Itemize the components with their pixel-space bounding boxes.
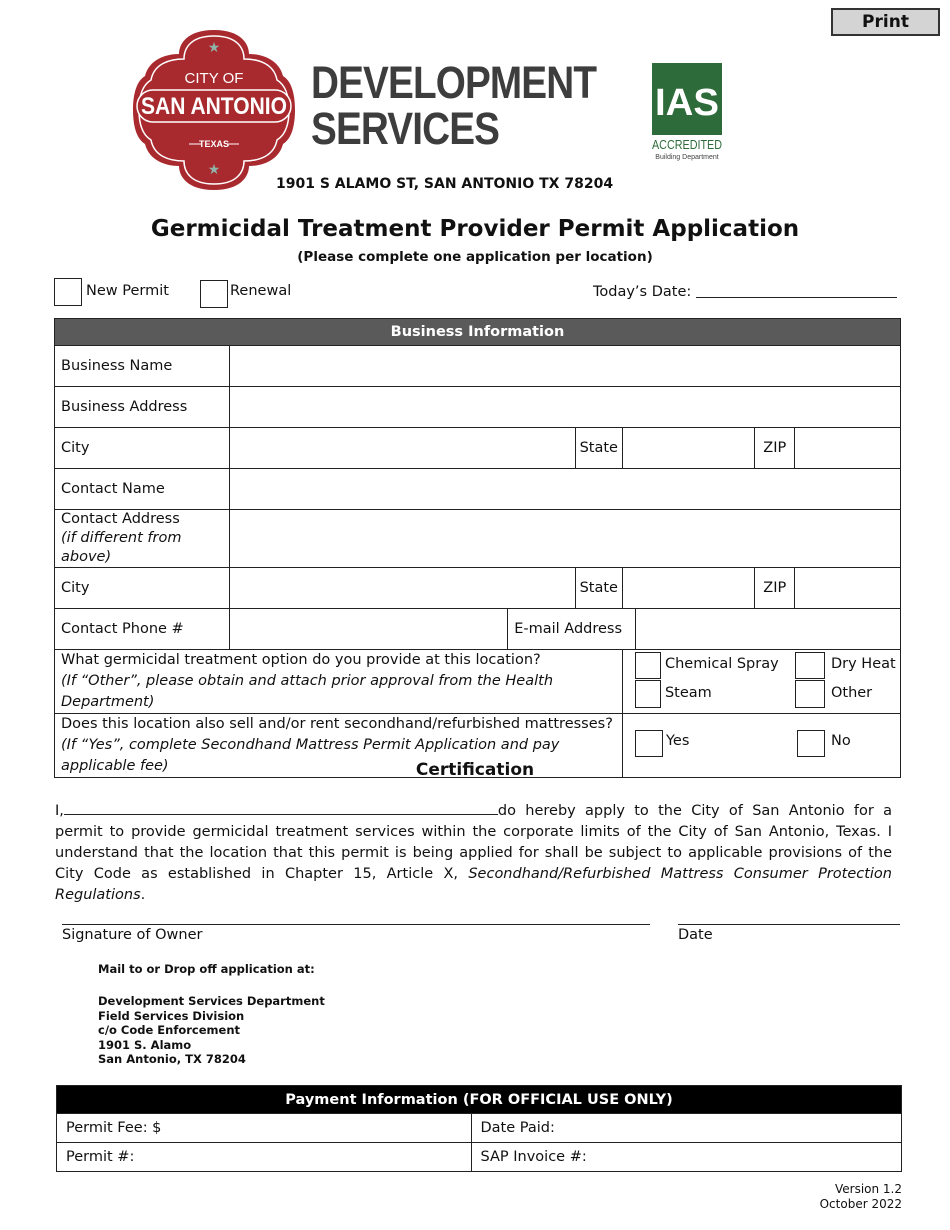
form-subtitle: (Please complete one application per location)	[297, 249, 653, 265]
office-address: 1901 S ALAMO ST, SAN ANTONIO TX 78204	[276, 176, 614, 192]
development-services-title	[311, 57, 597, 154]
version-info	[820, 1182, 902, 1212]
mail-line5: San Antonio, TX 78204	[98, 1052, 246, 1066]
svg-text:★: ★	[207, 162, 221, 178]
mail-intro: Mail to or Drop off application at:	[98, 962, 315, 976]
logo-line1: CITY OF	[184, 70, 244, 87]
logo-line3: TEXAS	[198, 139, 230, 149]
mattress-yes-checkbox[interactable]	[635, 730, 663, 757]
print-button[interactable]: Print	[831, 8, 940, 36]
sap-invoice-field[interactable]: SAP Invoice #:	[471, 1143, 902, 1172]
certification-text	[55, 800, 892, 906]
chemical-spray-label: Chemical Spray	[664, 656, 779, 672]
signature-field[interactable]	[62, 924, 650, 925]
contact-name-label: Contact Name	[55, 469, 230, 510]
renewal-label: Renewal	[230, 283, 292, 299]
treatment-question	[55, 650, 623, 714]
mattress-no-label: No	[830, 733, 851, 749]
treatment-options	[622, 650, 900, 714]
chemical-spray-checkbox[interactable]	[635, 652, 661, 679]
certification-prefix: I,	[55, 803, 64, 819]
contact-city-input[interactable]	[229, 568, 575, 609]
version-date: October 2022	[819, 1197, 902, 1211]
ias-sub: Building Department	[655, 154, 719, 161]
todays-date-label: Today’s Date:	[593, 284, 692, 300]
mail-line1: Development Services Department	[98, 994, 325, 1008]
logo-line2: SAN ANTONIO	[141, 93, 287, 120]
mail-line2: Field Services Division	[98, 1008, 245, 1023]
treatment-question-note: (If “Other”, please obtain and attach prior approval from the Health Department)	[61, 673, 554, 710]
contact-state-input[interactable]	[622, 568, 754, 609]
business-address-input[interactable]	[229, 387, 900, 428]
svg-text:★: ★	[207, 40, 221, 56]
applicant-name-field[interactable]	[64, 800, 498, 815]
form-title: Germicidal Treatment Provider Permit Application	[150, 216, 800, 242]
treatment-question-text: What germicidal treatment option do you provide at this location?	[61, 652, 541, 668]
certification-body: do hereby apply to the City of San Antonio for a permit to provide germicidal treatment services within the corporate limits of the City of San Antonio, Texas. I understand that the location that this permit is being applied for shall be subject to applicable provisions of the City Code as established in Chapter 15, Article X,	[55, 803, 892, 882]
signature-date-label: Date	[678, 927, 713, 943]
contact-address-note: (if different from above)	[61, 530, 182, 565]
payment-info-header: Payment Information (FOR OFFICIAL USE ONLY)	[57, 1086, 902, 1114]
certification-title: Certification	[415, 760, 535, 780]
business-name-input[interactable]	[229, 346, 900, 387]
mattress-no-checkbox[interactable]	[797, 730, 825, 757]
contact-zip-label: ZIP	[755, 568, 795, 609]
mattress-question-note: (If “Yes”, complete Secondhand Mattress Permit Application and pay applicable fee)	[61, 737, 560, 774]
signature-label: Signature of Owner	[62, 927, 203, 943]
business-name-label: Business Name	[55, 346, 230, 387]
ias-mark: IAS	[655, 82, 719, 124]
contact-zip-input[interactable]	[795, 568, 901, 609]
renewal-checkbox[interactable]	[200, 280, 228, 308]
steam-label: Steam	[664, 685, 712, 701]
contact-address-input[interactable]	[229, 510, 900, 568]
contact-phone-input[interactable]	[229, 609, 508, 650]
contact-phone-label: Contact Phone #	[55, 609, 230, 650]
mattress-question-text: Does this location also sell and/or rent secondhand/refurbished mattresses?	[61, 716, 613, 732]
version-number: Version 1.2	[834, 1182, 902, 1196]
zip-label: ZIP	[755, 428, 795, 469]
city-label: City	[55, 428, 230, 469]
other-checkbox[interactable]	[795, 680, 825, 708]
city-of-san-antonio-logo	[131, 28, 297, 192]
mattress-yes-label: Yes	[665, 733, 690, 749]
state-label: State	[575, 428, 622, 469]
new-permit-label: New Permit	[86, 283, 169, 299]
steam-checkbox[interactable]	[635, 680, 661, 708]
city-input[interactable]	[229, 428, 575, 469]
title-line2: SERVICES	[311, 103, 500, 154]
dry-heat-checkbox[interactable]	[795, 652, 825, 679]
email-input[interactable]	[635, 609, 900, 650]
business-address-label: Business Address	[55, 387, 230, 428]
mail-line3: c/o Code Enforcement	[98, 1023, 240, 1037]
todays-date-field[interactable]	[696, 297, 897, 298]
mailing-address	[98, 994, 325, 1067]
mail-line4: 1901 S. Alamo	[98, 1037, 192, 1052]
contact-city-label: City	[55, 568, 230, 609]
ias-accredited: ACCREDITED	[652, 137, 722, 152]
payment-info-table	[56, 1085, 902, 1172]
ias-accredited-logo	[651, 63, 723, 163]
contact-state-label: State	[575, 568, 622, 609]
date-paid-field[interactable]: Date Paid:	[471, 1114, 902, 1143]
permit-fee-field[interactable]: Permit Fee: $	[57, 1114, 472, 1143]
zip-input[interactable]	[795, 428, 901, 469]
contact-name-input[interactable]	[229, 469, 900, 510]
dry-heat-label: Dry Heat	[830, 656, 896, 672]
certification-regulation: Secondhand/Refurbished Mattress Consumer Protection Regulations	[55, 866, 892, 903]
certification-end: .	[140, 887, 146, 903]
contact-address-text: Contact Address	[61, 511, 180, 527]
business-info-table	[54, 318, 901, 778]
contact-address-label	[55, 510, 230, 568]
signature-date-field[interactable]	[678, 924, 900, 925]
state-input[interactable]	[622, 428, 754, 469]
new-permit-checkbox[interactable]	[54, 278, 82, 306]
email-label: E-mail Address	[508, 609, 636, 650]
other-label: Other	[830, 685, 873, 701]
title-line1: DEVELOPMENT	[311, 57, 597, 108]
business-info-header: Business Information	[55, 319, 901, 346]
permit-number-field[interactable]: Permit #:	[57, 1143, 472, 1172]
